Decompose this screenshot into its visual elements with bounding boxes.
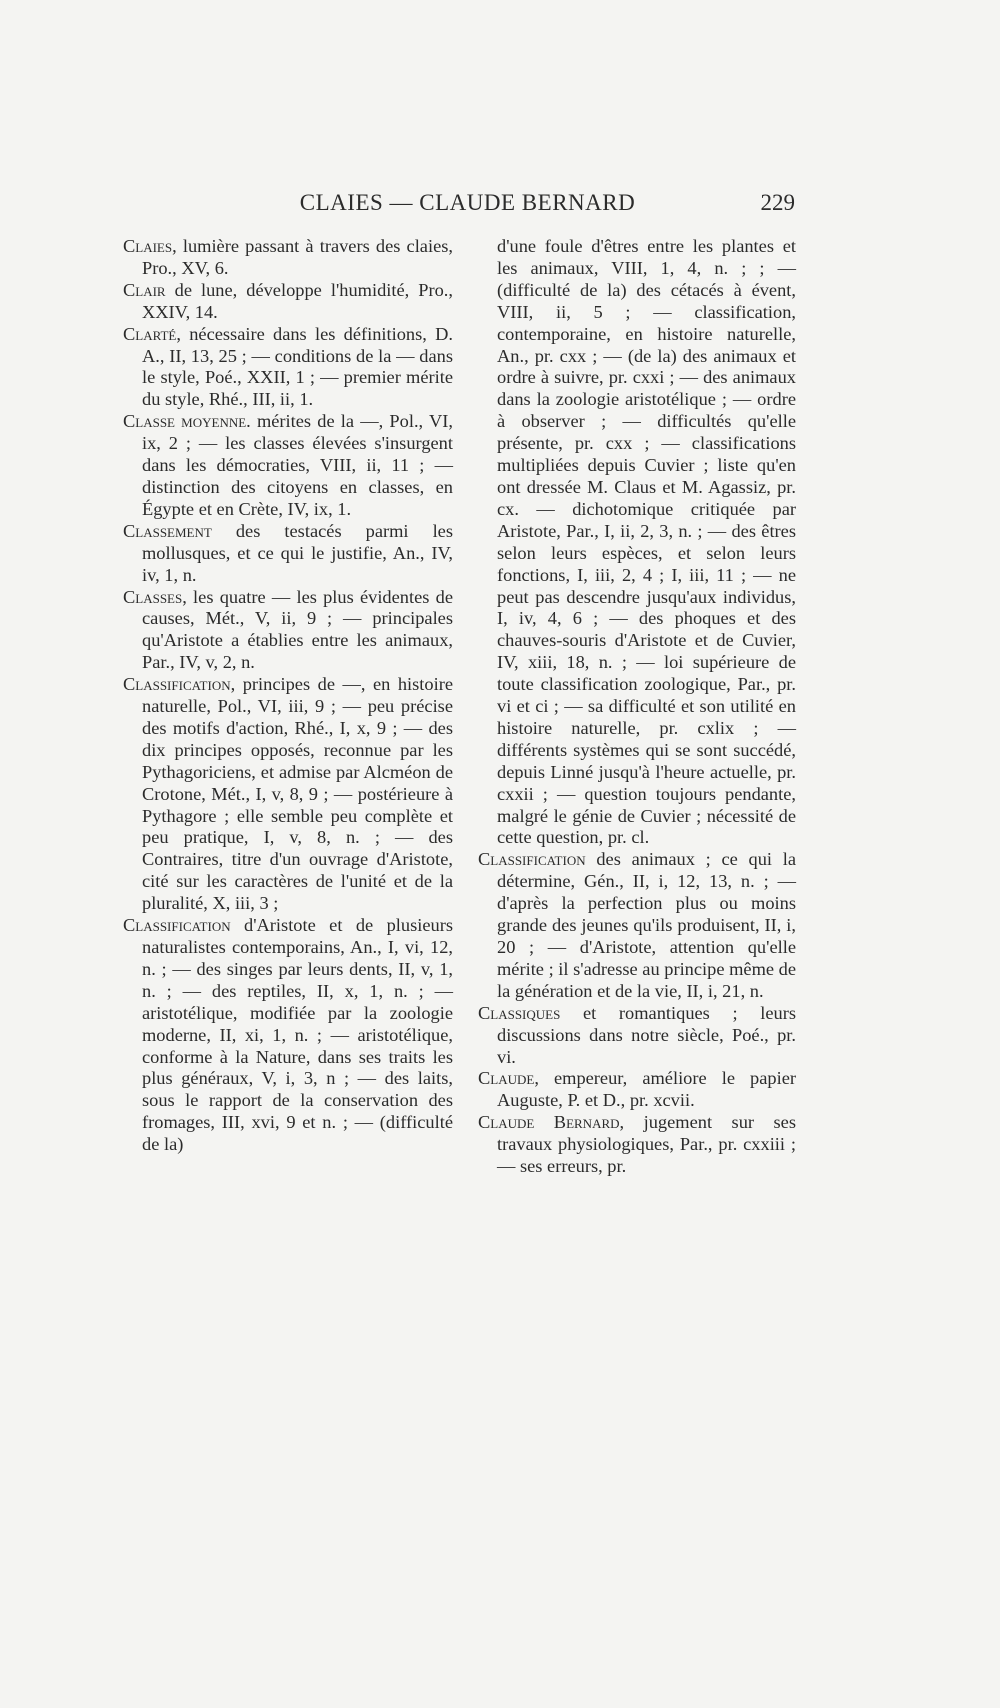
index-entry	[478, 849, 796, 1002]
entry-headword: Classe moyenne	[123, 411, 247, 432]
index-entry	[478, 1068, 796, 1112]
entry-headword: Claude	[478, 1068, 535, 1089]
entry-text: et romantiques ; leurs discussions dans notre siècle, Poé., pr. vi.	[497, 1002, 796, 1067]
entry-headword: Clarté	[123, 323, 177, 344]
entry-headword: Claude Bernard	[478, 1112, 620, 1133]
index-entry	[123, 521, 453, 587]
entry-text: des animaux ; ce qui la détermine, Gén., II, i, 12, 13, n. ; — d'après la perfection plus ou moins grande des jeunes qu'ils produisent, II, i, 20 ; — d'Aristote, attention qu'elle mérite ; il s'adresse au principe même de la génération et de la vie, II, i, 21, n.	[497, 849, 796, 1001]
index-entry-continuation	[478, 236, 796, 849]
entry-text: , lumière passant à travers des claies, Pro., XV, 6.	[142, 236, 453, 278]
entry-headword: Classification	[478, 849, 586, 870]
entry-text: des testacés parmi les mollusques, et ce qui le justifie, An., IV, iv, 1, n.	[142, 520, 453, 585]
entry-text: de lune, développe l'humidité, Pro., XXIV, 14.	[142, 279, 453, 322]
index-entry	[123, 915, 453, 1156]
index-entry	[123, 587, 453, 675]
index-entry	[123, 280, 453, 324]
entry-headword: Classement	[123, 520, 212, 541]
entry-headword: Clair	[123, 279, 166, 300]
entry-headword: Classiques	[478, 1002, 561, 1023]
entry-text: d'Aristote et de plusieurs naturalistes contemporains, An., I, vi, 12, n. ; — des singes par leurs dents, II, v, 1, n. ; — des reptiles, II, x, 1, n. ; — aristotélique, modifiée par la zoologie moderne, II, xi, 1, n. ; — aristotélique, conforme à la Nature, dans ses traits les plus généraux, V, i, 3, n ; — des laits, sous le rapport de la conservation des fromages, III, xvi, 9 et n. ; — (difficulté de la)	[142, 915, 453, 1155]
index-entry	[123, 411, 453, 521]
left-column	[123, 236, 453, 1156]
entry-text: , les quatre — les plus évidentes de causes, Mét., V, ii, 9 ; — principales qu'Aristote a établies entre les animaux, Par., IV, v, 2, n.	[142, 586, 453, 673]
page-number: 229	[760, 190, 795, 215]
entry-text: , nécessaire dans les définitions, D. A., II, 13, 25 ; — conditions de la — dans le style, Poé., XXII, 1 ; — premier mérite du style, Rhé., III, ii, 1.	[142, 323, 453, 410]
entry-headword: Classes	[123, 586, 183, 607]
entry-text: , empereur, améliore le papier Auguste, P. et D., pr. xcvii.	[497, 1068, 796, 1111]
entry-text: , jugement sur ses travaux physiologiques, Par., pr. cxxiii ; — ses erreurs, pr.	[497, 1112, 797, 1177]
entry-headword: Claies	[123, 236, 173, 256]
index-entry	[123, 324, 453, 412]
index-entry	[123, 674, 453, 915]
index-entry	[123, 236, 453, 280]
index-entry	[478, 1003, 796, 1069]
right-column	[478, 236, 796, 1178]
index-entry	[478, 1112, 796, 1178]
entry-text: d'une foule d'êtres entre les plantes et les animaux, VIII, 1, 4, n. ; ; — (difficulté de la) des cétacés à évent, VIII, ii, 5 ; — classification, contemporaine, en histoire naturelle, An., pr. cxx ; — (de la) des animaux et ordre à suivre, pr. cxxi ; — des animaux dans la zoologie aristotélique ; — ordre à observer ; — difficultés qu'elle présente, pr. cxx ; — classifications multipliées depuis Cuvier ; liste qu'en ont dressée M. Claus et M. Agassiz, pr. cx. — dichotomique critiquée par Aristote, Par., I, ii, 2, 3, n. ; — des êtres selon leurs espèces, et selon leurs fonctions, I, iii, 2, 4 ; I, iii, 11 ; — ne peut pas descendre jusqu'aux individus, I, iv, 4, 6 ; — des phoques et des chauves-souris d'Aristote et de Cuvier, IV, xiii, 18, n. ; — loi supérieure de toute classification zoologique, Par., pr. vi et ci ; — sa difficulté et son utilité en histoire naturelle, pr. cxlix ; — différents systèmes qui se sont succédé, depuis Linné jusqu'à l'heure actuelle, pr. cxxii ; — question toujours pendante, malgré le génie de Cuvier ; nécessité de cette question, pr. cl.	[497, 236, 796, 848]
entry-text: . mérites de la —, Pol., VI, ix, 2 ; — les classes élevées s'insurgent dans les démocraties, VIII, ii, 11 ; — distinction des citoyens en classes, en Égypte et en Crète, IV, ix, 1.	[142, 411, 453, 519]
running-header	[120, 190, 795, 222]
entry-headword: Classification	[123, 674, 231, 695]
entry-headword: Classification	[123, 915, 231, 936]
running-title: CLAIES — CLAUDE BERNARD	[299, 190, 636, 215]
entry-text: , principes de —, en histoire naturelle, Pol., VI, iii, 9 ; — peu précise des motifs d'action, Rhé., I, x, 9 ; — des dix principes opposés, reconnue par les Pythagoriciens, et admise par Alcméon de Crotone, Mét., I, v, 8, 9 ; — postérieure à Pythagore ; elle semble peu complète et peu pratique, I, v, 8, n. ; — des Contraires, titre d'un ouvrage d'Aristote, cité sur les caractères de l'unité et de la pluralité, X, iii, 3 ;	[142, 674, 453, 914]
